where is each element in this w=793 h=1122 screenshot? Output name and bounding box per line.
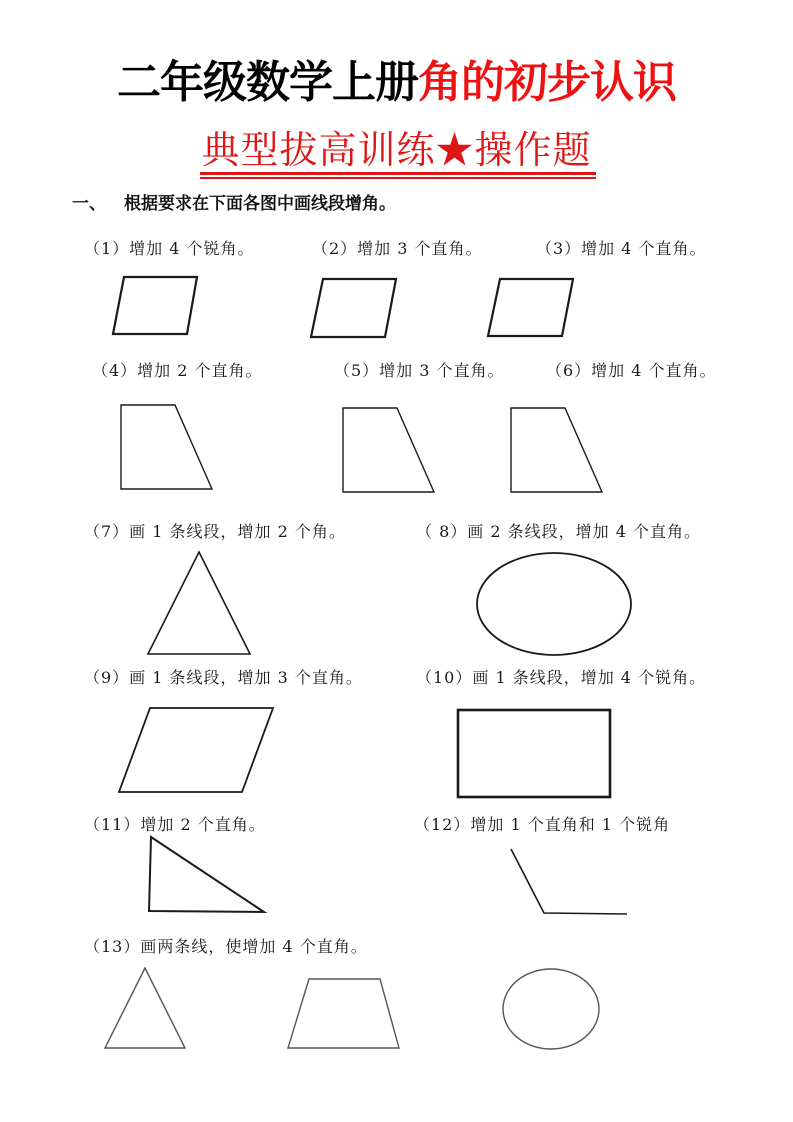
question-3-label: （3）增加 4 个直角。: [536, 239, 707, 258]
question-13-label: （13）画两条线，使增加 4 个直角。: [84, 937, 368, 956]
subtitle-underline-thick: [200, 172, 596, 175]
figure-13-ellipse[interactable]: [503, 969, 599, 1049]
question-12-label: （12）增加 1 个直角和 1 个锐角: [414, 815, 671, 834]
figure-12-obtuse-angle[interactable]: [511, 849, 627, 914]
question-8-label: （ 8）画 2 条线段，增加 4 个直角。: [416, 522, 701, 541]
title-black-part: 二年级数学上册: [117, 57, 418, 108]
question-2-label: （2）增加 3 个直角。: [312, 239, 483, 258]
question-5-label: （5）增加 3 个直角。: [334, 361, 505, 380]
section-number: 一、: [72, 194, 106, 214]
figure-4-right-trapezoid[interactable]: [121, 405, 212, 489]
question-11-label: （11）增加 2 个直角。: [84, 815, 266, 834]
figure-8-ellipse[interactable]: [477, 553, 631, 655]
question-10-label: （10）画 1 条线段，增加 4 个锐角。: [416, 668, 707, 687]
subtitle-underline-thin: [200, 177, 596, 179]
page-subtitle: 典型拔高训练★操作题: [201, 128, 592, 172]
section-heading: [72, 192, 396, 216]
figure-11-right-triangle[interactable]: [149, 837, 264, 912]
figure-10-rectangle[interactable]: [458, 710, 610, 797]
figure-5-right-trapezoid[interactable]: [343, 408, 434, 492]
page-title: [0, 58, 793, 108]
figure-13-triangle[interactable]: [105, 968, 185, 1048]
figure-2-parallelogram[interactable]: [311, 279, 396, 337]
figure-9-parallelogram[interactable]: [119, 708, 273, 792]
question-4-label: （4）增加 2 个直角。: [92, 361, 263, 380]
figure-13-trapezoid[interactable]: [288, 979, 399, 1048]
question-1-label: （1）增加 4 个锐角。: [84, 239, 255, 258]
question-6-label: （6）增加 4 个直角。: [546, 361, 717, 380]
figure-1-parallelogram[interactable]: [113, 277, 197, 334]
section-instruction: 根据要求在下面各图中画线段增角。: [124, 194, 396, 214]
title-red-part: 角的初步认识: [418, 57, 676, 108]
question-7-label: （7）画 1 条线段，增加 2 个角。: [84, 522, 346, 541]
figure-6-right-trapezoid[interactable]: [511, 408, 602, 492]
figure-7-triangle[interactable]: [148, 552, 250, 654]
question-9-label: （9）画 1 条线段，增加 3 个直角。: [84, 668, 363, 687]
figure-3-parallelogram[interactable]: [488, 279, 573, 336]
